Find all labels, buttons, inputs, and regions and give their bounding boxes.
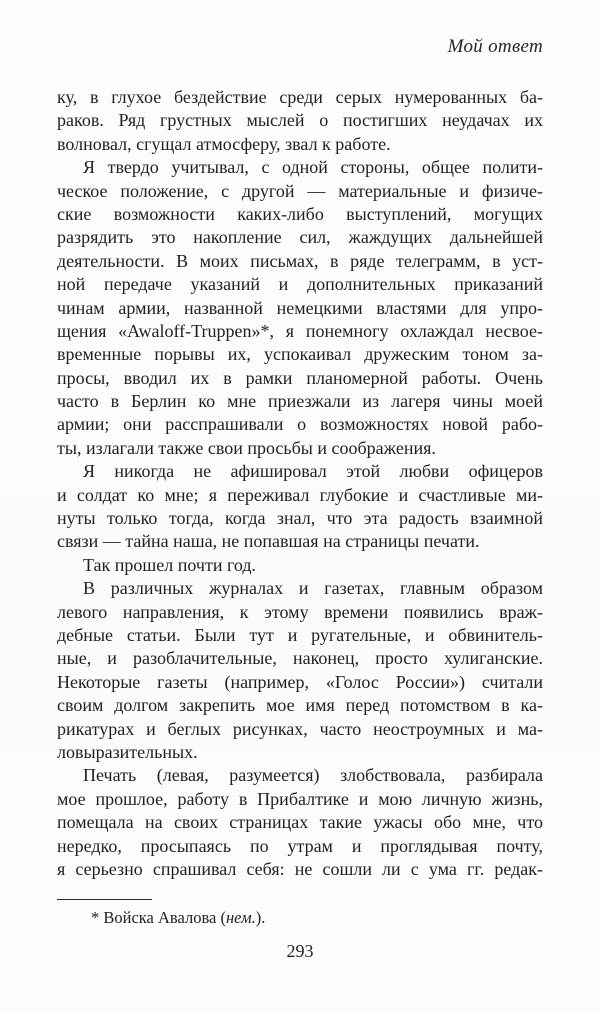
text-line: мое прошлое, работу в Прибалтике и мою личную жизнь, (57, 788, 543, 809)
text-line: Так прошел почти год. (83, 554, 257, 575)
footnote (57, 899, 543, 928)
footnote-separator-rule (57, 899, 152, 900)
text-line: щения «Awaloff-Truppen»*, я понемногу охлаждал несвое- (57, 320, 543, 341)
text-line: ские возможности каких-либо выступлений, могущих (57, 203, 543, 224)
text-line: ной передаче указаний и дополнительных приказаний (57, 274, 543, 295)
text-line: связи — тайна наша, не попавшая на страницы печати. (57, 531, 480, 552)
text-line: Печать (левая, разумеется) злобствовала, разбирала (83, 765, 543, 786)
footnote-text (57, 907, 543, 928)
text-line: чинам армии, названной немецкими властями для упро- (57, 297, 543, 318)
text-line: В различных журналах и газетах, главным образом (83, 578, 543, 599)
page-number: 293 (286, 941, 314, 961)
text-line: помещала на своих страницах такие ужасы обо мне, что (57, 812, 543, 833)
text-line: ку, в глухое бездействие среди серых нумерованных ба- (57, 87, 543, 107)
text-line: Я твердо учитывал, с одной стороны, общее полити- (83, 157, 543, 178)
footnote-marker: * (91, 908, 104, 927)
text-line: и солдат ко мне; я переживал глубокие и счастливые ми- (57, 484, 543, 505)
text-line: армии; они расспрашивали о возможностях новой рабо- (57, 414, 543, 435)
running-head: Мой ответ (447, 36, 543, 57)
text-line: волновал, сгущал атмосферу, звал к работе. (57, 133, 391, 154)
text-line: деятельности. В моих письмах, в ряде телеграмм, в уст- (57, 250, 543, 271)
text-line: часто в Берлин ко мне приезжали из лагеря чины моей (57, 391, 543, 412)
text-line: временные порывы их, успокаивал дружеским тоном за- (57, 344, 543, 365)
footnote-body: Войска Авалова ( (103, 908, 226, 927)
text-line: просы, вводил их в рамки планомерной работы. Очень (57, 367, 543, 388)
text-line: Некоторые газеты (например, «Голос России») считали (57, 671, 543, 692)
body-text (57, 86, 543, 881)
text-line: нуты только тогда, когда знал, что эта радость взаимной (57, 508, 543, 529)
text-line: ные, и разоблачительные, наконец, просто хулиганские. (57, 648, 543, 669)
text-line: раков. Ряд грустных мыслей о постигших неудачах их (57, 110, 543, 131)
text-line: ловыразительных. (57, 741, 198, 762)
text-line: рикатурах и беглых рисунках, часто неостроумных и ма- (57, 718, 543, 739)
text-line: своим долгом закрепить мое имя перед потомством в ка- (57, 695, 543, 716)
text-line: нередко, просыпаясь по утрам и проглядывая почту, (57, 835, 543, 856)
text-line: я серьезно спрашивал себя: не сошли ли с ума гг. редак- (57, 858, 543, 879)
footnote-language-note: нем. (225, 908, 256, 927)
text-line: Я никогда не афишировал этой любви офицеров (83, 461, 543, 482)
text-line: дебные статьи. Были тут и ругательные, и обвинитель- (57, 624, 543, 645)
footnote-suffix: ). (255, 908, 266, 927)
text-line: разрядить это накопление сил, жаждущих дальнейшей (57, 227, 543, 248)
text-line: ческое положение, с другой — материальные и физиче- (57, 180, 543, 201)
text-line: левого направления, к этому времени появились враж- (57, 601, 543, 622)
text-line: ты, излагали также свои просьбы и соображения. (57, 437, 436, 458)
